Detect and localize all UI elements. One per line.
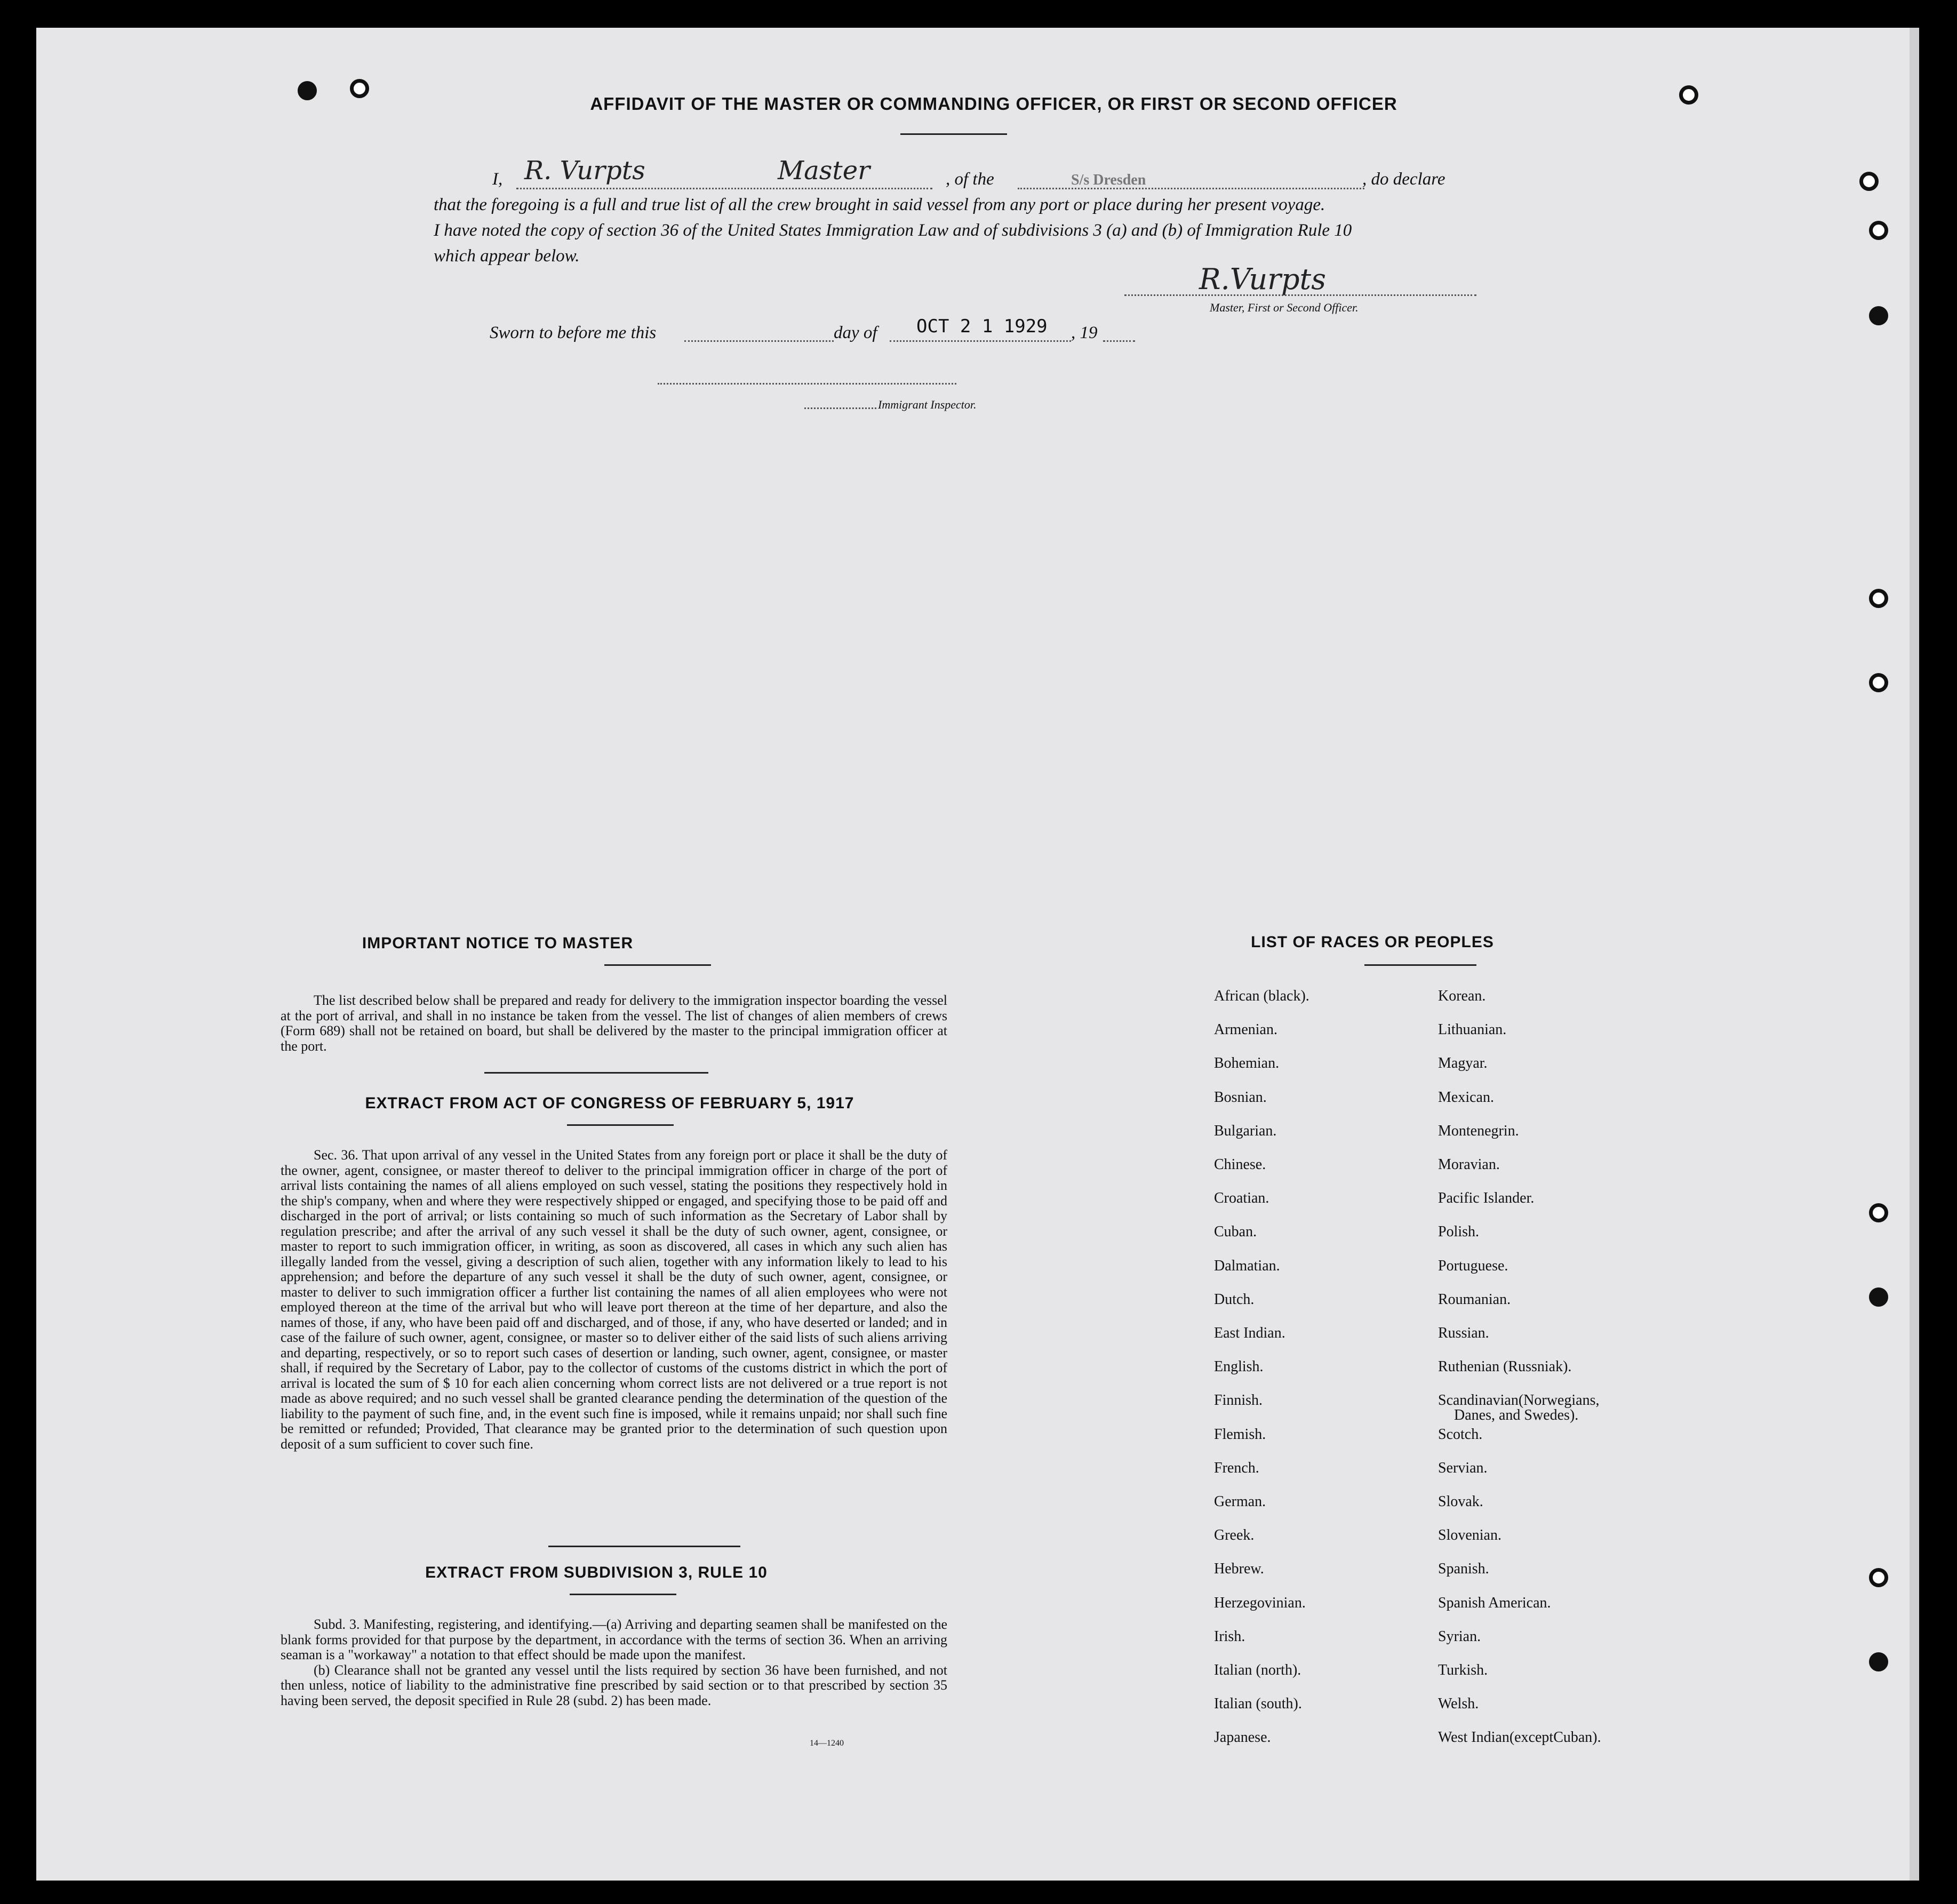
race-item: Portuguese. [1438, 1257, 1508, 1274]
race-item: Servian. [1438, 1459, 1488, 1476]
race-item: Bosnian. [1214, 1089, 1267, 1106]
race-item: Lithuanian. [1438, 1021, 1507, 1038]
declaration-line-4: which appear below. [434, 246, 580, 266]
race-item: Polish. [1438, 1223, 1480, 1241]
race-item: Irish. [1214, 1628, 1245, 1645]
form-number: 14—1240 [810, 1739, 844, 1748]
race-item: Cuban. [1214, 1223, 1257, 1241]
punch-hole [1869, 1652, 1888, 1671]
document-page [36, 28, 1919, 1881]
punch-hole [1869, 306, 1888, 325]
race-item: Chinese. [1214, 1156, 1266, 1173]
race-item: Bohemian. [1214, 1055, 1280, 1072]
punch-hole [350, 79, 369, 98]
race-item: Turkish. [1438, 1662, 1488, 1678]
officer-rank-handwritten: Master [778, 156, 870, 186]
signature-caption: Master, First or Second Officer. [1210, 301, 1359, 314]
notice-title: IMPORTANT NOTICE TO MASTER [362, 934, 634, 952]
race-item: African (black). [1214, 988, 1309, 1004]
divider [604, 964, 711, 966]
race-item: Slovak. [1438, 1493, 1483, 1510]
race-item: English. [1214, 1358, 1264, 1375]
race-item: Ruthenian (Russniak). [1438, 1358, 1572, 1375]
date-stamp: OCT 2 1 1929 [916, 316, 1048, 337]
sworn-label: Sworn to before me this [490, 323, 657, 342]
punch-hole [298, 81, 317, 100]
divider [1364, 964, 1476, 966]
declaration-line-3: I have noted the copy of section 36 of the United States Immigration Law and of subdivisions 3 (a) and (b) of Immigration Rule 10 [434, 221, 1352, 240]
act-body [281, 1148, 947, 1452]
race-item: Japanese. [1214, 1729, 1271, 1746]
subdivision-a-text: Subd. 3. Manifesting, registering, and identifying.—(a) Arriving and departing seamen shall be manifested on the blank forms provided for that purpose by the department, in accordance with the terms of section 36. When an arriving seaman is a "workaway" a notation to that effect should be made upon the manifest. [281, 1617, 947, 1662]
subdivision-b-text: (b) Clearance shall not be granted any vessel until the lists required by section 36 have been furnished, and not then unless, notice of liability to the administrative fine prescribed by said section or to that prescribed by section 35 having been served, the deposit specified in Rule 28 (subd. 2) has been made. [281, 1662, 947, 1708]
race-item: Montenegrin. [1438, 1122, 1519, 1139]
punch-hole [1679, 85, 1698, 105]
race-item: Scandinavian(Norwegians, [1438, 1392, 1600, 1409]
race-item: West Indian(exceptCuban). [1438, 1729, 1601, 1746]
race-item: Spanish. [1438, 1561, 1489, 1578]
race-item: Moravian. [1438, 1156, 1500, 1173]
race-item: Welsh. [1438, 1695, 1479, 1713]
race-item: Bulgarian. [1214, 1122, 1277, 1139]
punch-hole [1869, 589, 1888, 608]
race-item: Flemish. [1214, 1426, 1266, 1443]
section-36-text: Sec. 36. That upon arrival of any vessel in the United States from any foreign port or place it shall be the duty of the owner, agent, consignee, or master thereof to deliver to the principal immigration officer in charge of the port of arrival lists containing the names of all aliens employed on such vessel, stating the positions they respectively hold in the ship's company, when and where they were respectively shipped or engaged, and specifying those to be paid off and discharged in the port of arrival; or lists containing so much of such information as the Secretary of Labor shall by regulation prescribe; and after the arrival of any such vessel it shall be the duty of such owner, agent, consignee, or master to report to such immigration officer, in writing, as soon as discovered, all cases in which any such alien has illegally landed from the vessel, giving a description of such alien, together with any information likely to lead to his apprehension; and before the departure of any such vessel it shall be the duty of such owner, agent, consignee, or master to deliver to such immigration officer a further list containing the names of all alien employees who were not employed thereon at the time of the arrival but who will leave port thereon at the time of her departure, and also the names of those, if any, who have been paid off and discharged, and of those, if any, who have deserted or landed; and in case of the failure of such owner, agent, consignee, or master so to deliver either of the said lists of such aliens arriving and departing, respectively, or so to report such cases of desertion or landing, such owner, agent, consignee, or master shall, if required by the Secretary of Labor, pay to the collector of customs of the customs district in which the port of arrival is located the sum of $ 10 for each alien concerning whom correct lists are not delivered or a true report is not made as above required; and no such vessel shall be granted clearance pending the determination of the question of the liability to the payment of such fine, and, in the event such fine is imposed, while it remains unpaid; nor shall such fine be remitted or refunded; Provided, That clearance may be granted prior to the determination of such question upon deposit of a sum sufficient to cover such fine. [281, 1147, 947, 1452]
sworn-month-line [890, 340, 1071, 342]
inspector-lead-line [804, 407, 876, 409]
year-prefix: , 19 [1071, 323, 1098, 342]
races-title: LIST OF RACES OR PEOPLES [1251, 933, 1494, 951]
punch-hole [1869, 1203, 1888, 1222]
divider [484, 1072, 708, 1074]
affidavit-title: AFFIDAVIT OF THE MASTER OR COMMANDING OFFICER, OR FIRST OR SECOND OFFICER [590, 94, 1397, 114]
officer-name-handwritten: R. Vurpts [524, 156, 645, 186]
race-item: German. [1214, 1493, 1266, 1510]
race-item: East Indian. [1214, 1325, 1285, 1341]
race-item: Dutch. [1214, 1291, 1255, 1308]
day-of-label: day of [834, 323, 877, 342]
rule10-body [281, 1617, 947, 1708]
divider [900, 133, 1007, 135]
race-item: Italian (north). [1214, 1662, 1301, 1678]
race-item: Russian. [1438, 1325, 1489, 1341]
race-item: French. [1214, 1459, 1259, 1476]
notice-text: The list described below shall be prepared and ready for delivery to the immigration inspector boarding the vessel at the port of arrival, and shall in no instance be taken from the vessel. The list of changes of alien members of crews (Form 689) shall not be retained on board, but shall be delivered by the master to the principal immigration officer at the port. [281, 993, 947, 1054]
punch-hole [1859, 172, 1879, 191]
officer-signature: R.Vurpts [1199, 262, 1326, 296]
signature-line [1124, 294, 1476, 296]
divider [570, 1594, 676, 1595]
vessel-name: S/s Dresden [1071, 172, 1146, 188]
race-item: Danes, and Swedes). [1454, 1407, 1579, 1424]
inspector-caption: Immigrant Inspector. [878, 398, 977, 411]
punch-hole [1869, 673, 1888, 692]
punch-hole [1869, 1568, 1888, 1587]
race-item: Dalmatian. [1214, 1257, 1280, 1274]
rule10-title: EXTRACT FROM SUBDIVISION 3, RULE 10 [425, 1564, 768, 1581]
divider [548, 1546, 740, 1547]
of-the-label: , of the [946, 170, 994, 189]
race-item: Slovenian. [1438, 1527, 1501, 1544]
do-declare-label: , do declare [1362, 170, 1445, 189]
race-item: Mexican. [1438, 1089, 1494, 1106]
inspector-signature-line [658, 383, 956, 385]
notice-body [281, 993, 947, 1054]
race-item: Roumanian. [1438, 1291, 1511, 1308]
punch-hole [1869, 221, 1888, 240]
act-title: EXTRACT FROM ACT OF CONGRESS OF FEBRUARY 5, 1917 [365, 1094, 854, 1112]
race-item: Pacific Islander. [1438, 1190, 1535, 1207]
declaration-i-label: I, [492, 170, 503, 189]
race-item: Armenian. [1214, 1021, 1277, 1038]
declaration-line-2: that the foregoing is a full and true list of all the crew brought in said vessel from any port or place during her present voyage. [434, 195, 1325, 214]
vessel-underline [1018, 188, 1364, 189]
punch-hole [1869, 1287, 1888, 1307]
year-line [1103, 340, 1135, 342]
race-item: Hebrew. [1214, 1561, 1264, 1578]
race-item: Korean. [1438, 988, 1486, 1004]
sworn-day-line [684, 340, 834, 342]
race-item: Syrian. [1438, 1628, 1481, 1645]
race-item: Greek. [1214, 1527, 1255, 1544]
race-item: Croatian. [1214, 1190, 1269, 1207]
race-item: Italian (south). [1214, 1695, 1302, 1713]
race-item: Magyar. [1438, 1055, 1488, 1072]
race-item: Herzegovinian. [1214, 1594, 1306, 1611]
race-item: Finnish. [1214, 1392, 1263, 1409]
name-underline [516, 188, 932, 189]
divider [567, 1124, 674, 1126]
race-item: Spanish American. [1438, 1594, 1551, 1611]
race-item: Scotch. [1438, 1426, 1483, 1443]
